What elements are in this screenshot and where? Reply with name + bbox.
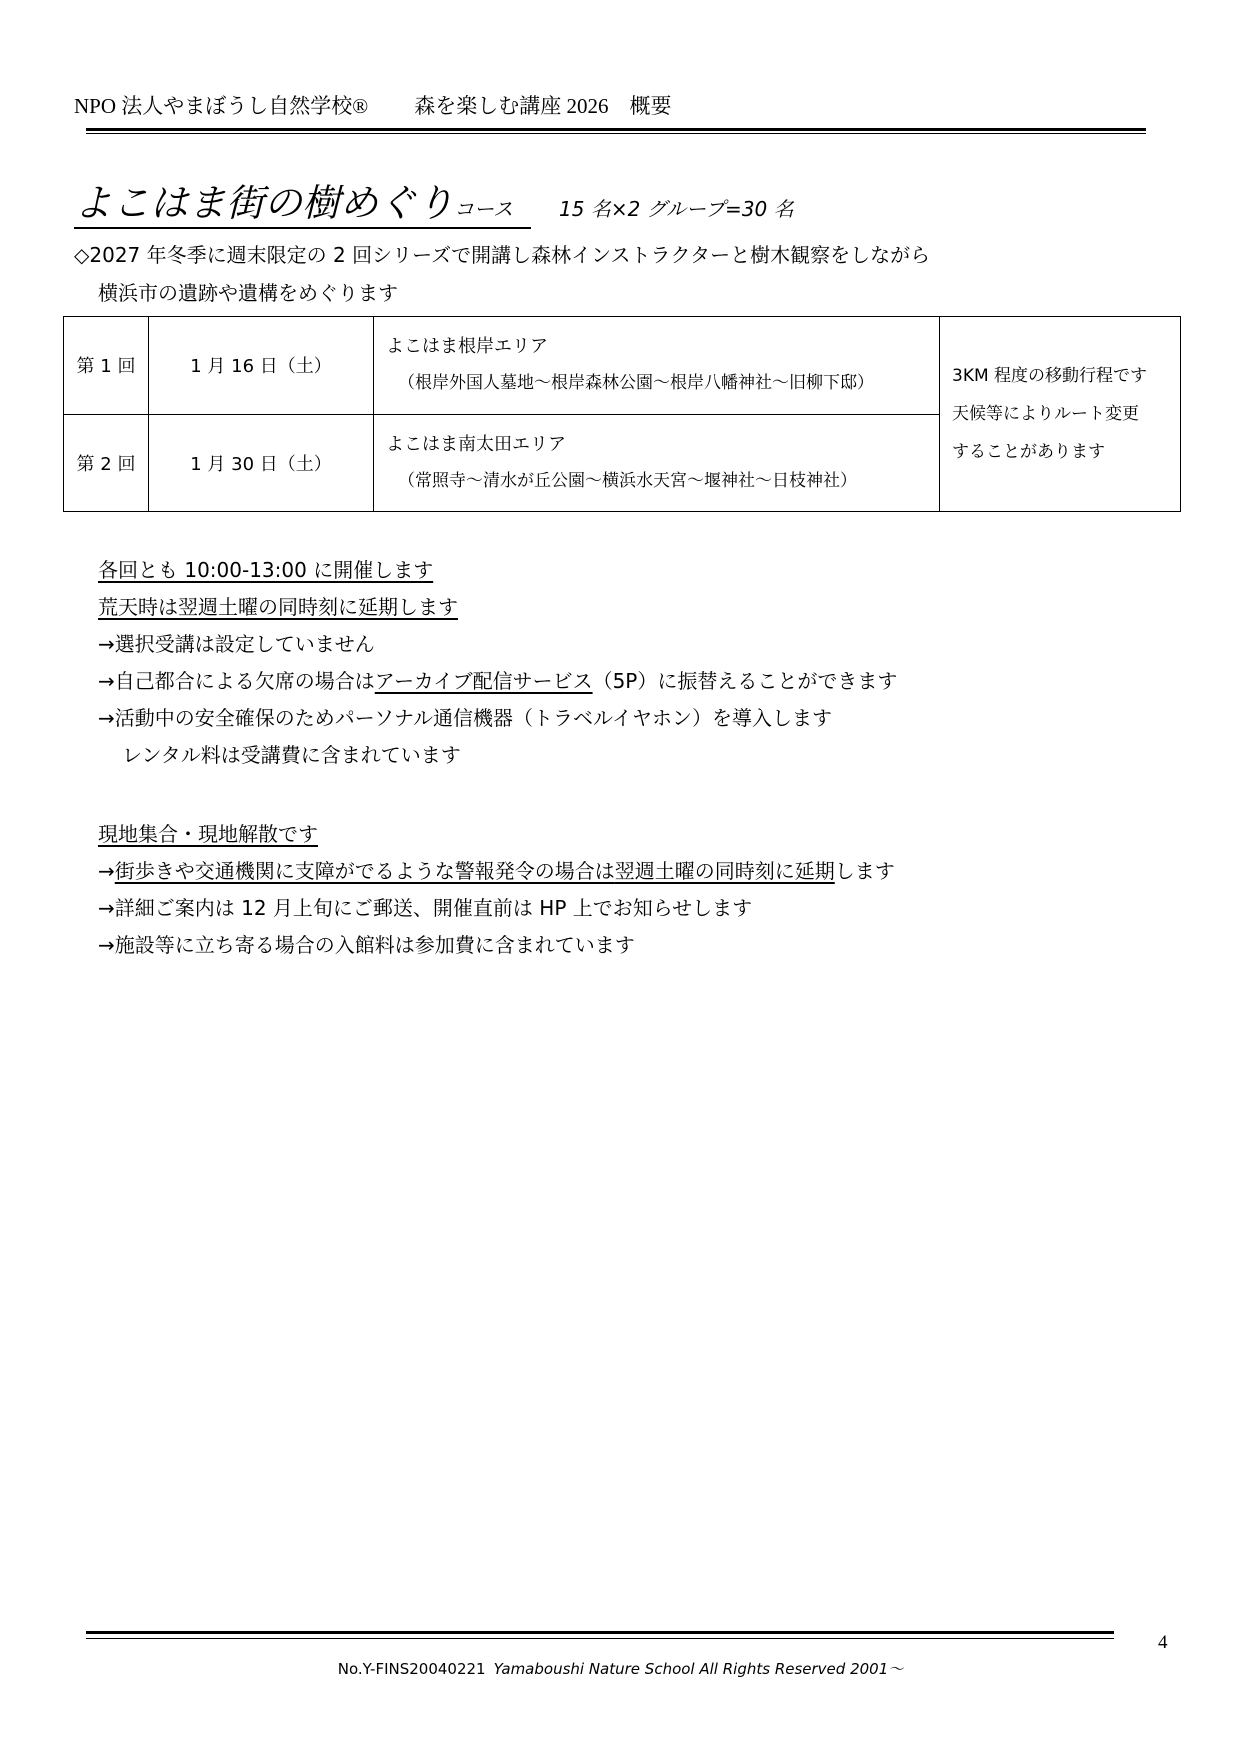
page-number: 4 — [1158, 1632, 1168, 1653]
course-title-main: よこはま街の樹めぐり — [74, 181, 455, 225]
notes-section-2 — [98, 816, 895, 964]
note-selective: →選択受講は設定していません — [98, 632, 375, 656]
note-device: →活動中の安全確保のためパーソナル通信機器（トラベルイヤホン）を導入します — [98, 706, 832, 730]
note-alert — [98, 853, 895, 890]
note-details: →詳細ご案内は 12 月上旬にご郵送、開催直前は HP 上でお知らせします — [98, 896, 753, 920]
session-number: 第 1 回 — [64, 317, 149, 415]
absence-text: →自己都合による欠席の場合は — [98, 669, 375, 693]
schedule-note — [940, 317, 1181, 512]
alert-arrow: → — [98, 859, 115, 883]
alert-postpone: 翌週土曜の同時刻に延期 — [614, 859, 835, 883]
course-title-suffix: コース — [454, 197, 514, 221]
note-held: 各回とも 10:00-13:00 に開催します — [98, 558, 434, 582]
session-area — [374, 414, 940, 512]
alert-end: します — [834, 859, 895, 883]
area-route: （常照寺～清水が丘公園～横浜水天宮～堰神社～日枝神社） — [398, 470, 857, 491]
course-intro — [74, 236, 930, 312]
note-line-3: することがあります — [952, 442, 1105, 462]
intro-line-1: ◇2027 年冬季に週末限定の 2 回シリーズで開講し森林インストラクターと樹木観察をしながら — [74, 243, 931, 267]
schedule-table — [63, 316, 1181, 512]
org-name: NPO 法人やまぼうし自然学校® — [74, 94, 369, 118]
archive-service-link: アーカイブ配信サービス — [374, 669, 593, 693]
note-admission: →施設等に立ち寄る場合の入館料は参加費に含まれています — [98, 933, 635, 957]
footer-rule-thick — [86, 1631, 1114, 1634]
course-series: 森を楽しむ講座 2026 概要 — [414, 94, 672, 118]
absence-text-end: （5P）に振替えることができます — [592, 669, 898, 693]
course-capacity: 15 名×2 グループ=30 名 — [559, 197, 794, 221]
note-meeting: 現地集合・現地解散です — [98, 822, 318, 846]
footer-rule-thin — [86, 1638, 1114, 1639]
notes-section-1 — [98, 552, 897, 774]
area-name: よこはま南太田エリア — [386, 433, 566, 455]
course-title — [74, 172, 794, 229]
header-rule-thick — [86, 128, 1146, 131]
note-storm: 荒天時は翌週土曜の同時刻に延期します — [98, 595, 458, 619]
header-rule-thin — [86, 133, 1146, 134]
session-date: 1 月 30 日（土） — [149, 414, 374, 512]
note-line-1: 3KM 程度の移動行程です — [952, 366, 1148, 386]
session-area — [374, 317, 940, 415]
note-rental: レンタル料は受講費に含まれています — [122, 743, 461, 767]
document-number: No.Y-FINS20040221 — [337, 1660, 486, 1678]
copyright-text: Yamaboushi Nature School All Rights Reserved 2001～ — [493, 1660, 904, 1678]
page-footer — [0, 1658, 1241, 1679]
area-name: よこはま根岸エリア — [386, 336, 548, 358]
alert-text: 街歩きや交通機関に支障がでるような警報発令の場合は — [114, 859, 615, 883]
page-header — [74, 90, 671, 120]
session-number: 第 2 回 — [64, 414, 149, 512]
note-line-2: 天候等によりルート変更 — [952, 404, 1139, 424]
intro-line-2: 横浜市の遺跡や遺構をめぐります — [98, 281, 398, 305]
note-absence — [98, 663, 897, 700]
area-route: （根岸外国人墓地～根岸森林公園～根岸八幡神社～旧柳下邸） — [398, 373, 874, 394]
session-date: 1 月 16 日（土） — [149, 317, 374, 415]
table-row — [64, 317, 1181, 415]
